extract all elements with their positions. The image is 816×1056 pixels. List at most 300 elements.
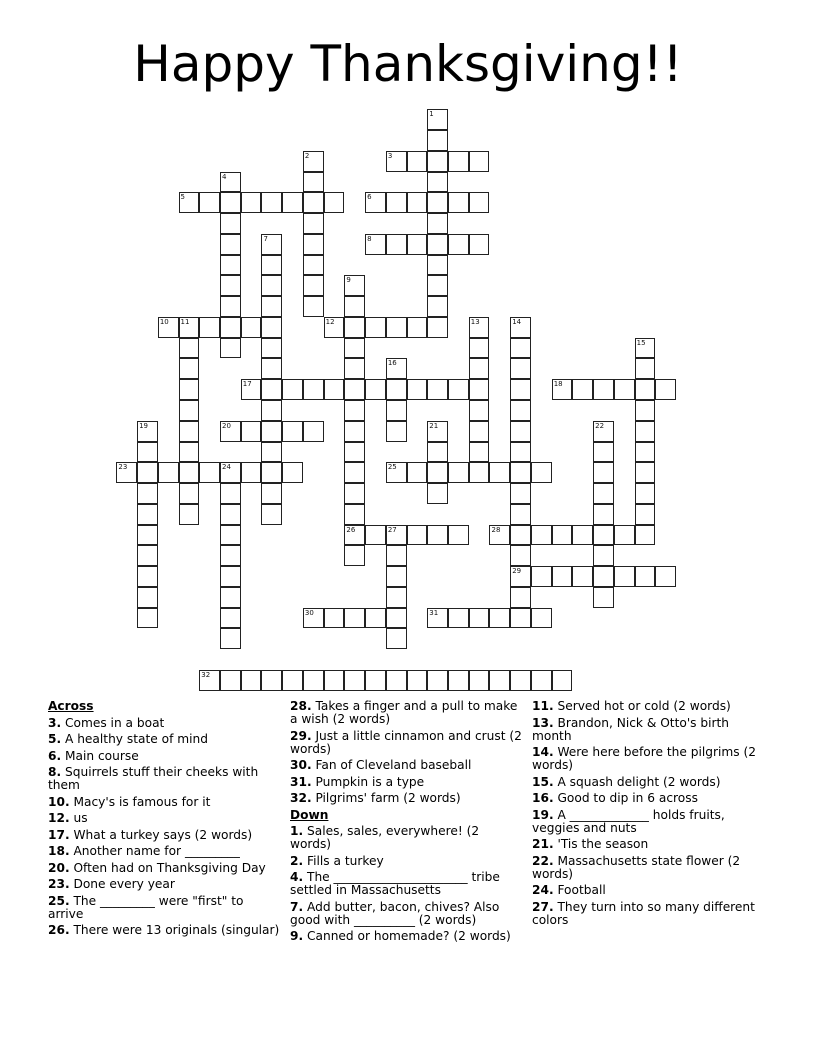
grid-cell[interactable] (469, 151, 490, 172)
grid-cell[interactable] (448, 234, 469, 255)
grid-cell[interactable] (261, 358, 282, 379)
grid-cell[interactable] (220, 608, 241, 629)
grid-cell[interactable] (635, 462, 656, 483)
grid-cell[interactable] (324, 192, 345, 213)
grid-cell[interactable] (510, 338, 531, 359)
grid-cell[interactable] (261, 255, 282, 276)
grid-cell[interactable] (386, 566, 407, 587)
grid-cell[interactable] (137, 483, 158, 504)
clue-number: 17 (242, 380, 252, 389)
grid-cell[interactable] (386, 151, 407, 172)
grid-cell[interactable] (655, 379, 676, 400)
grid-cell[interactable] (158, 317, 179, 338)
grid-cell[interactable] (179, 421, 200, 442)
grid-cell[interactable] (199, 462, 220, 483)
grid-cell[interactable] (261, 192, 282, 213)
clue-number: 30 (304, 608, 314, 617)
grid-cell[interactable] (344, 379, 365, 400)
clue-text: What a turkey says (2 words) (69, 827, 253, 842)
grid-cell[interactable] (365, 608, 386, 629)
grid-cell[interactable] (427, 379, 448, 400)
grid-cell[interactable] (427, 442, 448, 463)
grid-cell[interactable] (241, 670, 262, 691)
grid-cell[interactable] (137, 608, 158, 629)
grid-cell[interactable] (635, 504, 656, 525)
grid-cell[interactable] (220, 421, 241, 442)
grid-cell[interactable] (635, 358, 656, 379)
grid-cell[interactable] (386, 317, 407, 338)
grid-cell[interactable] (179, 338, 200, 359)
grid-cell[interactable] (448, 525, 469, 546)
grid-cell[interactable] (510, 483, 531, 504)
clue-number: 29. (290, 728, 312, 743)
grid-cell[interactable] (344, 504, 365, 525)
grid-cell[interactable] (303, 151, 324, 172)
clue-item (290, 930, 522, 943)
grid-cell[interactable] (510, 421, 531, 442)
clue-item (48, 878, 280, 891)
clue-text: Add butter, bacon, chives? Also good with __________ (2 words) (290, 899, 500, 927)
grid-cell[interactable] (220, 234, 241, 255)
grid-cell[interactable] (427, 670, 448, 691)
grid-cell[interactable] (593, 379, 614, 400)
grid-cell[interactable] (469, 462, 490, 483)
clue-text: Sales, sales, everywhere! (2 words) (290, 824, 480, 851)
clue-number: 3 (387, 151, 393, 160)
grid-cell[interactable] (635, 566, 656, 587)
grid-cell[interactable] (324, 670, 345, 691)
grid-cell[interactable] (510, 525, 531, 546)
clue-number: 30. (290, 758, 312, 772)
grid-cell[interactable] (552, 670, 573, 691)
clue-text: Massachusetts state flower (2 words) (532, 853, 741, 881)
grid-cell[interactable] (510, 379, 531, 400)
clue-number: 18 (553, 380, 563, 389)
grid-cell[interactable] (199, 670, 220, 691)
grid-cell[interactable] (179, 400, 200, 421)
grid-cell[interactable] (220, 462, 241, 483)
grid-cell[interactable] (427, 421, 448, 442)
clue-number: 24 (222, 463, 231, 472)
grid-cell[interactable] (489, 670, 510, 691)
grid-cell[interactable] (199, 192, 220, 213)
grid-cell[interactable] (510, 358, 531, 379)
grid-cell[interactable] (303, 213, 324, 234)
clue-number: 23 (118, 463, 128, 472)
grid-cell[interactable] (386, 608, 407, 629)
grid-cell[interactable] (386, 545, 407, 566)
grid-cell[interactable] (427, 234, 448, 255)
grid-cell[interactable] (427, 172, 448, 193)
clue-number: 26. (48, 923, 70, 937)
grid-cell[interactable] (427, 213, 448, 234)
grid-cell[interactable] (303, 379, 324, 400)
grid-cell[interactable] (199, 317, 220, 338)
grid-cell[interactable] (510, 587, 531, 608)
grid-cell[interactable] (448, 608, 469, 629)
grid-cell[interactable] (344, 338, 365, 359)
grid-cell[interactable] (220, 587, 241, 608)
clue-number: 5 (180, 193, 186, 202)
grid-cell[interactable] (635, 338, 656, 359)
grid-cell[interactable] (261, 234, 282, 255)
grid-cell[interactable] (510, 462, 531, 483)
grid-cell[interactable] (137, 587, 158, 608)
grid-cell[interactable] (635, 379, 656, 400)
grid-cell[interactable] (344, 608, 365, 629)
grid-cell[interactable] (469, 379, 490, 400)
clue-number: 14. (532, 745, 554, 759)
grid-cell[interactable] (510, 545, 531, 566)
grid-cell[interactable] (407, 234, 428, 255)
clue-number: 13. (532, 715, 554, 730)
grid-cell[interactable] (303, 421, 324, 442)
grid-cell[interactable] (220, 317, 241, 338)
grid-cell[interactable] (510, 566, 531, 587)
grid-cell[interactable] (386, 670, 407, 691)
grid-cell[interactable] (510, 504, 531, 525)
clue-number: 26 (346, 525, 356, 534)
grid-cell[interactable] (386, 525, 407, 546)
grid-cell[interactable] (282, 670, 303, 691)
grid-cell[interactable] (469, 670, 490, 691)
grid-cell[interactable] (137, 504, 158, 525)
grid-cell[interactable] (614, 525, 635, 546)
grid-cell[interactable] (365, 317, 386, 338)
clue-number: 18. (48, 844, 70, 858)
grid-cell[interactable] (303, 234, 324, 255)
clue-item (48, 845, 280, 858)
grid-cell[interactable] (344, 545, 365, 566)
clue-number: 2. (290, 853, 304, 868)
grid-cell[interactable] (303, 255, 324, 276)
grid-cell[interactable] (386, 587, 407, 608)
grid-cell[interactable] (448, 379, 469, 400)
grid-cell[interactable] (593, 504, 614, 525)
grid-cell[interactable] (365, 379, 386, 400)
clue-text: Just a little cinnamon and crust (2 words) (290, 728, 522, 756)
grid-cell[interactable] (593, 566, 614, 587)
clue-number: 8. (48, 765, 62, 779)
clue-heading-down: Down (290, 807, 329, 822)
grid-cell[interactable] (510, 400, 531, 421)
grid-cell[interactable] (220, 172, 241, 193)
grid-cell[interactable] (261, 421, 282, 442)
grid-cell[interactable] (531, 670, 552, 691)
clue-text: Good to dip in 6 across (553, 791, 698, 805)
grid-cell[interactable] (220, 192, 241, 213)
grid-cell[interactable] (427, 525, 448, 546)
grid-cell[interactable] (593, 462, 614, 483)
clue-item (290, 792, 522, 805)
clue-column-1 (48, 700, 280, 941)
clue-text: There were 13 originals (singular) (69, 923, 280, 937)
grid-cell[interactable] (489, 525, 510, 546)
grid-cell[interactable] (593, 545, 614, 566)
grid-cell[interactable] (303, 608, 324, 629)
grid-cell[interactable] (386, 379, 407, 400)
grid-cell[interactable] (635, 525, 656, 546)
grid-cell[interactable] (593, 587, 614, 608)
grid-cell[interactable] (137, 462, 158, 483)
grid-cell[interactable] (220, 296, 241, 317)
grid-cell[interactable] (469, 317, 490, 338)
grid-cell[interactable] (241, 379, 262, 400)
clue-number: 1. (290, 824, 304, 838)
grid-cell[interactable] (261, 670, 282, 691)
grid-cell[interactable] (220, 213, 241, 234)
grid-cell[interactable] (365, 234, 386, 255)
grid-cell[interactable] (531, 608, 552, 629)
grid-cell[interactable] (489, 462, 510, 483)
clue-text: A _____________ holds fruits, veggies and nuts (532, 807, 725, 835)
grid-cell[interactable] (469, 358, 490, 379)
clue-number: 22. (532, 853, 554, 868)
grid-cell[interactable] (241, 317, 262, 338)
clue-number: 10. (48, 794, 70, 809)
grid-cell[interactable] (137, 525, 158, 546)
grid-cell[interactable] (593, 421, 614, 442)
grid-cell[interactable] (303, 275, 324, 296)
grid-cell[interactable] (179, 504, 200, 525)
grid-cell[interactable] (448, 670, 469, 691)
grid-cell[interactable] (427, 255, 448, 276)
clue-text: Canned or homemade? (2 words) (303, 929, 511, 943)
grid-cell[interactable] (552, 525, 573, 546)
grid-cell[interactable] (531, 525, 552, 546)
grid-cell[interactable] (614, 566, 635, 587)
grid-cell[interactable] (531, 462, 552, 483)
grid-cell[interactable] (179, 462, 200, 483)
grid-cell[interactable] (344, 358, 365, 379)
grid-cell[interactable] (572, 525, 593, 546)
grid-cell[interactable] (220, 504, 241, 525)
grid-cell[interactable] (241, 421, 262, 442)
grid-cell[interactable] (427, 151, 448, 172)
grid-cell[interactable] (179, 483, 200, 504)
grid-cell[interactable] (261, 442, 282, 463)
grid-cell[interactable] (448, 151, 469, 172)
grid-cell[interactable] (427, 275, 448, 296)
grid-cell[interactable] (303, 192, 324, 213)
grid-cell[interactable] (510, 608, 531, 629)
grid-cell[interactable] (407, 670, 428, 691)
grid-cell[interactable] (365, 525, 386, 546)
grid-cell[interactable] (324, 379, 345, 400)
clue-number: 32 (201, 670, 211, 679)
grid-cell[interactable] (386, 421, 407, 442)
grid-cell[interactable] (427, 296, 448, 317)
clue-text: Macy's is famous for it (69, 794, 211, 809)
grid-cell[interactable] (469, 442, 490, 463)
clue-number: 10 (159, 317, 169, 326)
clue-number: 4. (290, 870, 304, 884)
grid-cell[interactable] (448, 462, 469, 483)
grid-cell[interactable] (427, 462, 448, 483)
grid-cell[interactable] (179, 358, 200, 379)
grid-cell[interactable] (344, 462, 365, 483)
grid-cell[interactable] (344, 275, 365, 296)
grid-cell[interactable] (469, 421, 490, 442)
grid-cell[interactable] (365, 192, 386, 213)
clue-number: 9 (346, 276, 351, 285)
grid-cell[interactable] (303, 670, 324, 691)
grid-cell[interactable] (614, 379, 635, 400)
grid-cell[interactable] (386, 192, 407, 213)
grid-cell[interactable] (427, 109, 448, 130)
grid-cell[interactable] (344, 400, 365, 421)
grid-cell[interactable] (531, 566, 552, 587)
clue-text: Served hot or cold (2 words) (553, 699, 731, 713)
grid-cell[interactable] (261, 462, 282, 483)
grid-cell[interactable] (261, 296, 282, 317)
grid-cell[interactable] (407, 151, 428, 172)
grid-cell[interactable] (552, 379, 573, 400)
clue-text: Brandon, Nick & Otto's birth month (532, 715, 730, 743)
grid-cell[interactable] (448, 192, 469, 213)
grid-cell[interactable] (655, 566, 676, 587)
grid-cell[interactable] (469, 192, 490, 213)
grid-cell[interactable] (635, 421, 656, 442)
clue-number: 13 (470, 317, 480, 326)
grid-cell[interactable] (137, 566, 158, 587)
grid-cell[interactable] (427, 192, 448, 213)
clue-number: 1 (429, 110, 434, 119)
grid-cell[interactable] (386, 234, 407, 255)
grid-cell[interactable] (572, 379, 593, 400)
grid-cell[interactable] (220, 525, 241, 546)
grid-cell[interactable] (220, 628, 241, 649)
grid-cell[interactable] (282, 192, 303, 213)
clue-number: 22 (595, 421, 605, 430)
clue-text: A healthy state of mind (61, 732, 208, 746)
grid-cell[interactable] (427, 483, 448, 504)
grid-cell[interactable] (469, 608, 490, 629)
clue-number: 31. (290, 774, 312, 789)
grid-cell[interactable] (510, 317, 531, 338)
grid-cell[interactable] (282, 379, 303, 400)
grid-cell[interactable] (469, 234, 490, 255)
grid-cell[interactable] (593, 442, 614, 463)
grid-cell[interactable] (365, 670, 386, 691)
grid-cell[interactable] (261, 504, 282, 525)
grid-cell[interactable] (344, 670, 365, 691)
clue-text: us (69, 811, 88, 825)
grid-cell[interactable] (241, 192, 262, 213)
grid-cell[interactable] (324, 608, 345, 629)
grid-cell[interactable] (344, 525, 365, 546)
grid-cell[interactable] (407, 317, 428, 338)
grid-cell[interactable] (635, 483, 656, 504)
clue-number: 2 (304, 151, 310, 160)
grid-cell[interactable] (593, 525, 614, 546)
grid-cell[interactable] (510, 670, 531, 691)
grid-cell[interactable] (407, 525, 428, 546)
grid-cell[interactable] (344, 421, 365, 442)
grid-cell[interactable] (635, 400, 656, 421)
clue-text: The _________ were "first" to arrive (48, 893, 244, 921)
grid-cell[interactable] (261, 338, 282, 359)
grid-cell[interactable] (386, 628, 407, 649)
grid-cell[interactable] (572, 566, 593, 587)
grid-cell[interactable] (137, 442, 158, 463)
grid-cell[interactable] (344, 442, 365, 463)
clue-number: 8 (367, 234, 372, 243)
grid-cell[interactable] (179, 317, 200, 338)
grid-cell[interactable] (407, 379, 428, 400)
grid-cell[interactable] (116, 462, 137, 483)
clue-item (48, 895, 280, 921)
clue-column-3 (532, 700, 772, 930)
grid-cell[interactable] (220, 670, 241, 691)
grid-cell[interactable] (386, 358, 407, 379)
clue-item (532, 884, 772, 897)
grid-cell[interactable] (427, 608, 448, 629)
clue-number: 19 (139, 421, 148, 430)
grid-cell[interactable] (282, 462, 303, 483)
grid-cell[interactable] (552, 566, 573, 587)
grid-cell[interactable] (241, 462, 262, 483)
grid-cell[interactable] (344, 483, 365, 504)
clue-text: Takes a finger and a pull to make a wish (2 words) (290, 699, 518, 726)
grid-cell[interactable] (303, 296, 324, 317)
clue-text: A squash delight (2 words) (553, 774, 721, 789)
grid-cell[interactable] (282, 421, 303, 442)
grid-cell[interactable] (158, 462, 179, 483)
grid-cell[interactable] (220, 545, 241, 566)
grid-cell[interactable] (261, 483, 282, 504)
grid-cell[interactable] (220, 338, 241, 359)
grid-cell[interactable] (261, 379, 282, 400)
clue-text: Main course (61, 748, 139, 763)
grid-cell[interactable] (324, 317, 345, 338)
grid-cell[interactable] (510, 442, 531, 463)
grid-cell[interactable] (593, 483, 614, 504)
clue-number: 19. (532, 807, 554, 822)
grid-cell[interactable] (261, 275, 282, 296)
grid-cell[interactable] (220, 483, 241, 504)
clue-text: They turn into so many different colors (532, 899, 755, 927)
grid-cell[interactable] (469, 400, 490, 421)
grid-cell[interactable] (386, 462, 407, 483)
grid-cell[interactable] (220, 275, 241, 296)
grid-cell[interactable] (220, 566, 241, 587)
grid-cell[interactable] (635, 442, 656, 463)
grid-cell[interactable] (303, 172, 324, 193)
grid-cell[interactable] (407, 462, 428, 483)
grid-cell[interactable] (137, 421, 158, 442)
clue-number: 6 (367, 193, 372, 202)
grid-cell[interactable] (220, 255, 241, 276)
grid-cell[interactable] (261, 317, 282, 338)
grid-cell[interactable] (179, 442, 200, 463)
grid-cell[interactable] (261, 400, 282, 421)
grid-cell[interactable] (179, 192, 200, 213)
grid-cell[interactable] (407, 192, 428, 213)
grid-cell[interactable] (137, 545, 158, 566)
grid-cell[interactable] (427, 317, 448, 338)
grid-cell[interactable] (386, 400, 407, 421)
grid-cell[interactable] (179, 379, 200, 400)
grid-cell[interactable] (344, 296, 365, 317)
grid-cell[interactable] (489, 608, 510, 629)
clue-column-2 (290, 700, 522, 947)
grid-cell[interactable] (344, 317, 365, 338)
grid-cell[interactable] (469, 338, 490, 359)
clue-number: 7 (263, 234, 268, 243)
grid-cell[interactable] (427, 130, 448, 151)
clue-text: Done every year (69, 877, 175, 891)
